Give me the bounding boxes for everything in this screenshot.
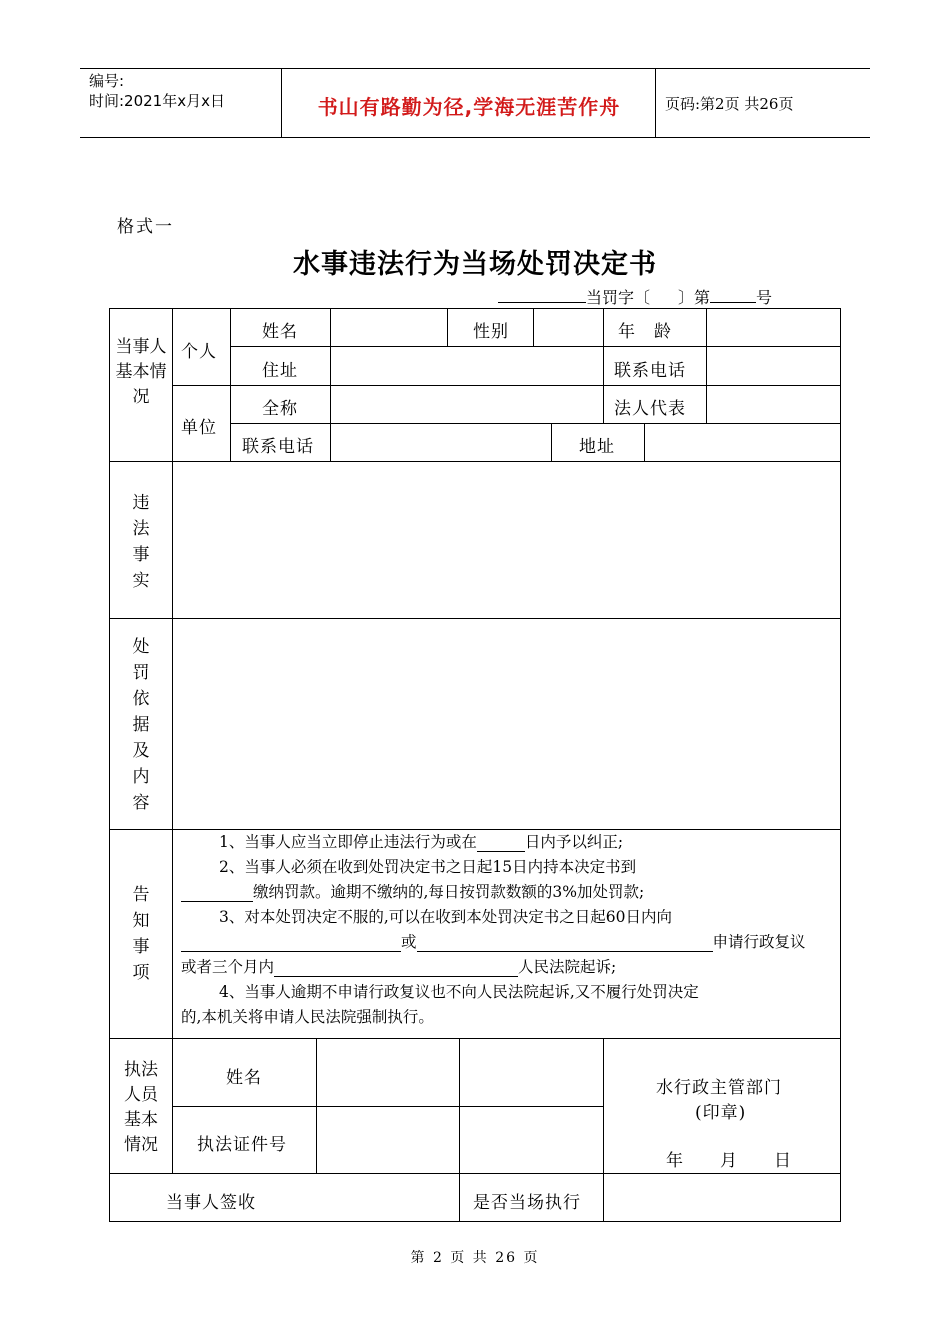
unit-phone-label: 联系电话 [242,437,314,457]
legal-rep-label: 法人代表 [614,399,686,419]
full-name-label: 全称 [262,399,298,419]
notice-line-6a: 或者三个月内 [181,958,275,976]
notice-text [181,830,833,1030]
dept-label: 水行政主管部门 [656,1078,782,1098]
doc-seq-blank [710,286,756,303]
seal-label: (印章) [695,1103,747,1123]
party-section-label: 当事人基本情况 [115,337,167,407]
date-label: 年 月 日 [666,1151,792,1171]
court-blank [274,958,518,977]
party-sign-label: 当事人签收 [166,1193,256,1213]
basis-label: 处罚依据及内容 [132,637,150,813]
page-header [80,68,870,138]
notice-line-8: 的,本机关将申请人民法院强制执行。 [181,1008,434,1026]
officer-cert-label: 执法证件号 [197,1135,287,1155]
page-footer: 第 2 页 共 26 页 [410,1250,540,1266]
header-meta [89,71,225,111]
payment-place-blank [181,883,253,902]
doc-prefix-blank [498,286,586,303]
time-label: 时间:2021年x月x日 [89,92,225,110]
header-page-info: 页码:第2页 共26页 [665,95,794,113]
name-label: 姓名 [262,322,298,342]
header-divider [655,69,656,137]
number-label: 编号: [89,72,125,90]
gender-label: 性别 [473,322,509,342]
document-number [498,285,772,308]
format-label: 格式一 [117,217,174,237]
notice-line-1b: 日内予以纠正; [524,833,624,851]
notice-line-7: 4、当事人逾期不申请行政复议也不向人民法院起诉,又不履行处罚决定 [219,983,699,1001]
notice-line-5a: 或 [401,933,417,951]
document-title: 水事违法行为当场处罚决定书 [293,249,657,280]
address-label: 住址 [262,361,298,381]
notice-line-3: 缴纳罚款。逾期不缴纳的,每日按罚款数额的3%加处罚款; [253,883,645,901]
notice-line-2: 2、当事人必须在收到处罚决定书之日起15日内持本决定书到 [219,858,637,876]
officer-section-label: 执法人员基本情况 [124,1060,158,1155]
review-org-blank-1 [181,933,401,952]
age-label: 年 龄 [618,322,672,342]
notice-line-6b: 人民法院起诉; [518,958,617,976]
notice-label: 告知事项 [132,885,150,983]
header-motto: 书山有路勤为径,学海无涯苦作舟 [317,95,621,119]
notice-line-5b: 申请行政复议 [712,933,806,951]
officer-name-label: 姓名 [226,1068,262,1088]
notice-line-1a: 1、当事人应当立即停止违法行为或在 [219,833,477,851]
individual-label: 个人 [181,342,217,362]
doc-number-middle: 当罚字〔 [586,288,651,307]
phone-label: 联系电话 [614,361,686,381]
days-blank [477,833,525,852]
facts-label: 违法事实 [132,493,150,591]
unit-label: 单位 [181,418,217,438]
doc-number-end: 号 [756,288,773,307]
executed-label: 是否当场执行 [473,1193,581,1213]
review-org-blank-2 [417,933,713,952]
unit-address-label: 地址 [579,437,615,457]
notice-line-4: 3、对本处罚决定不服的,可以在收到本处罚决定书之日起60日内向 [219,908,673,926]
doc-number-bracket: 〕第 [678,288,711,307]
